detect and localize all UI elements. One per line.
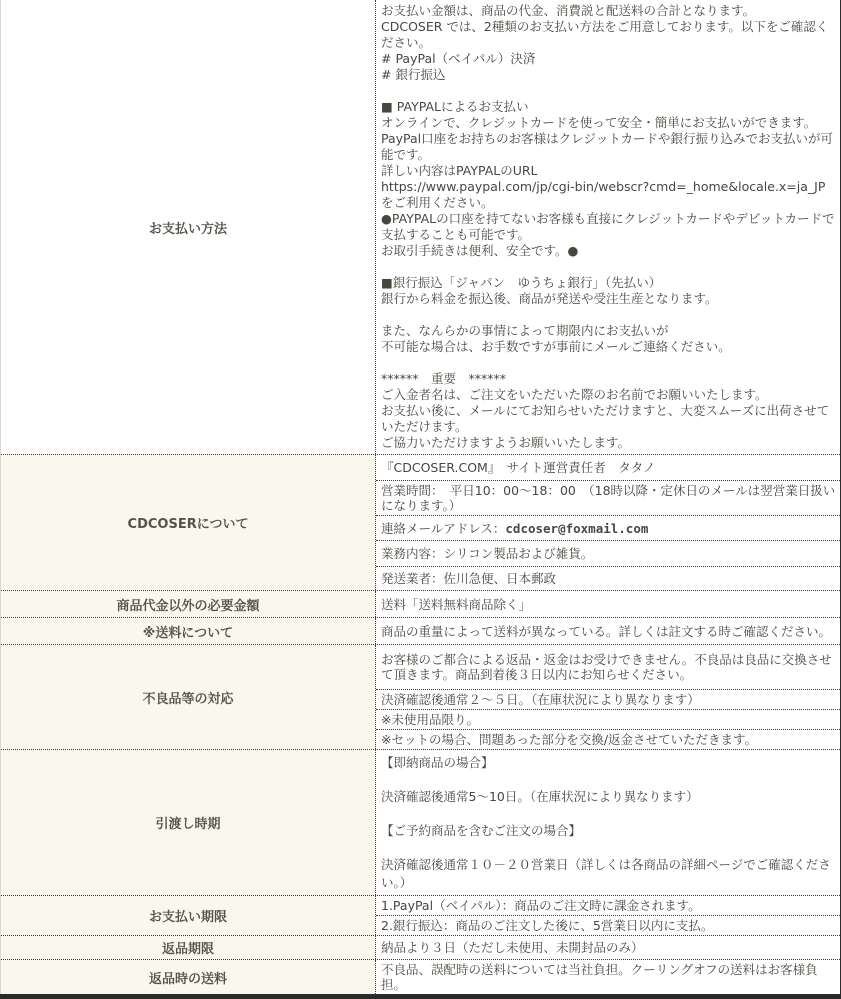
text-line: お取引手続きは便利、安全です。● — [381, 243, 579, 258]
text-line: 不可能な場合は、お手数ですが事前にメールご連絡ください。 — [381, 339, 731, 354]
text-line: PayPal口座をお持ちのお客様はクレジットカードや銀行振り込みでお支払いが可能です。 — [381, 131, 833, 162]
deadline-paypal: 1.PayPal（ベイパル）：商品のご注文時に課金されます。 — [376, 896, 840, 916]
section-return-shipping — [1, 959, 840, 994]
text-line: お支払い金額は、商品の代金、消費説と配送料の合計となります。 — [381, 3, 756, 18]
about-operator: 『CDCOSER.COM』 サイト運営責任者 タタノ — [376, 455, 840, 481]
about-business-content: 業務内容：シリコン製品および雑貨。 — [376, 541, 840, 567]
text-line: 決済確認後通常１０－２０営業日（詳しくは各商品の詳細ページでご確認ください。） — [381, 857, 831, 890]
text-line: 詳しい内容はPAYPALのURL — [381, 163, 538, 178]
section-about — [1, 454, 840, 590]
text-line: 決済確認後通常5～10日。（在庫状況により異なります） — [381, 789, 699, 804]
text-line: また、なんらかの事情によって期限内にお支払いが — [381, 323, 669, 338]
text-line: ■銀行振込「ジャパン ゆうちょ銀行」（先払い） — [381, 275, 662, 290]
text-line: ご協力いただけますようお願いいたします。 — [381, 435, 631, 450]
text-line — [381, 307, 837, 323]
defective-policy: お客様のご都合による返品・返金はお受けできません。不良品は良品に交換させて頂きます。商品到着後３日以内にお知らせください。 — [376, 645, 840, 690]
defective-unused-only: ※未使用品限り。 — [376, 710, 840, 730]
text-line — [381, 83, 837, 99]
text-line: お支払い後に、メールにてお知らせいただけますと、大変スムーズに出荷させていただけます。 — [381, 403, 830, 434]
bottom-divider-bar — [0, 994, 841, 999]
text-line: 銀行から料金を振込後、商品が発送や受注生産となります。 — [381, 291, 718, 306]
row-header-extra-fees: 商品代金以外の必要金額 — [1, 591, 376, 617]
delivery-time-text — [376, 750, 840, 895]
contact-label: 連絡メールアドレス： — [381, 520, 506, 536]
text-line — [381, 772, 837, 788]
text-line: CDCOSER では、2種類のお支払い方法をご用意しております。以下をご確認ください。 — [381, 19, 829, 50]
text-line: ご入金者名は、ご注文をいただいた際のお名前でお願いいたします。 — [381, 387, 768, 402]
section-delivery-time — [1, 749, 840, 895]
text-line: 【ご予約商品を含むご注文の場合】 — [381, 823, 582, 838]
return-deadline-text: 納品より３日（ただし未使用、未開封品のみ） — [381, 939, 644, 955]
defective-processing-time: 決済確認後通常２～５日。（在庫状況により異なります） — [376, 690, 840, 710]
text-line — [381, 355, 837, 371]
row-header-about: CDCOSERについて — [1, 455, 376, 590]
row-header-payment-deadline: お支払い期限 — [1, 896, 376, 935]
contact-email: cdcoser@foxmail.com — [505, 520, 649, 536]
paypal-url-text: https://www.paypal.com/jp/cgi-bin/webscr?cmd=_home&locale.x=ja_JP をご利用ください。 — [381, 179, 826, 210]
text-line — [381, 840, 837, 856]
defective-set-note: ※セットの場合、問題あった部分を交換/返金させていただきます。 — [381, 732, 758, 747]
text-line — [381, 806, 837, 822]
about-business-hours: 営業時間： 平日10：00～18：00 （18時以降・定休日のメールは翌営業日扱いになります。） — [376, 481, 840, 516]
deadline-bank: 2.銀行振込：商品のご注文した後に、5営業日以内に支払。 — [381, 918, 714, 933]
about-shippers: 発送業者：佐川急便、日本郵政 — [381, 571, 557, 586]
section-defective — [1, 644, 840, 749]
text-line: ●PAYPALの口座を持てないお客様も直接にクレジットカードやデビットカードで支払することも可能です。 — [381, 211, 835, 242]
row-header-payment-method: お支払い方法 — [1, 0, 376, 454]
row-header-shipping-note: ※送料について — [1, 618, 376, 644]
text-line: # 銀行振込 — [381, 67, 446, 82]
section-payment-method — [1, 0, 840, 454]
row-header-return-shipping: 返品時の送料 — [1, 960, 376, 994]
text-line: # PayPal（ベイパル）決済 — [381, 51, 536, 66]
text-line: オンラインで、クレジットカードを使って安全・簡単にお支払いができます。 — [381, 115, 817, 130]
return-shipping-text: 不良品、誤配時の送料については当社負担。クーリングオフの送料はお客様負担。 — [381, 962, 818, 992]
row-header-delivery-time: 引渡し時期 — [1, 750, 376, 895]
shipping-note-text: 商品の重量によって送料が異なっている。詳しくは註文する時ご確認ください。 — [381, 623, 832, 639]
section-shipping-note — [1, 617, 840, 644]
row-header-defective: 不良品等の対応 — [1, 645, 376, 749]
section-extra-fees — [1, 590, 840, 617]
extra-fees-text: 送料「送料無料商品除く」 — [381, 596, 532, 612]
text-line — [381, 259, 837, 275]
text-line: 【即納商品の場合】 — [381, 755, 494, 770]
about-contact — [376, 516, 840, 541]
section-payment-deadline — [1, 895, 840, 935]
payment-method-text — [376, 0, 840, 454]
section-return-deadline — [1, 935, 840, 959]
row-header-return-deadline: 返品期限 — [1, 936, 376, 959]
text-line: ■ PAYPALによるお支払い — [381, 99, 529, 114]
text-line: ****** 重要 ****** — [381, 371, 507, 386]
